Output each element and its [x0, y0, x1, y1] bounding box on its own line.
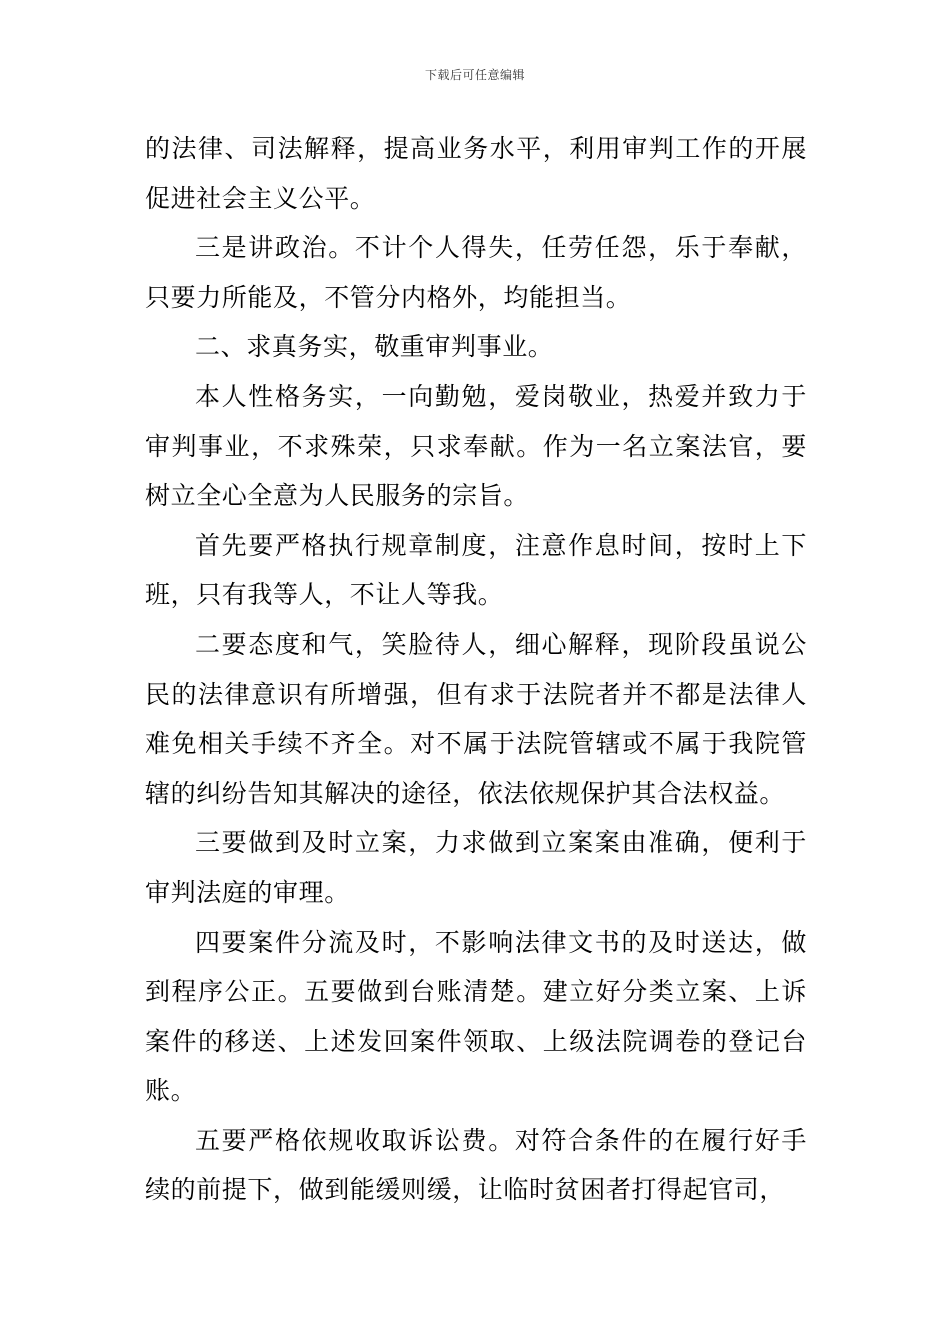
section-heading: 二、求真务实，敬重审判事业。 — [195, 332, 554, 362]
paragraph-1: 的法律、司法解释，提高业务水平，利用审判工作的开展促进社会主义公平。 — [145, 134, 807, 213]
paragraph-5: 二要态度和气，笑脸待人，细心解释，现阶段虽说公民的法律意识有所增强，但有求于法院者并不都是法律人难免相关手续不齐全。对不属于法院管辖或不属于我院管辖的纠纷告知其解决的途径，依法依规保护其合法权益。 — [145, 629, 807, 808]
page-header: 下载后可任意编辑 — [424, 68, 525, 82]
paragraph-7: 四要案件分流及时，不影响法律文书的及时送达，做到程序公正。五要做到台账清楚。建立好分类立案、上诉案件的移送、上述发回案件领取、上级法院调卷的登记台账。 — [145, 927, 807, 1106]
paragraph-4: 首先要严格执行规章制度，注意作息时间，按时上下班，只有我等人，不让人等我。 — [145, 530, 807, 610]
paragraph-2: 三是讲政治。不计个人得失，任劳任怨，乐于奉献，只要力所能及，不管分内格外，均能担当。 — [145, 233, 807, 312]
paragraph-3: 本人性格务实，一向勤勉，爱岗敬业，热爱并致力于审判事业，不求殊荣，只求奉献。作为一名立案法官，要树立全心全意为人民服务的宗旨。 — [145, 381, 807, 511]
body-text — [145, 124, 807, 1215]
paragraph-8: 五要严格依规收取诉讼费。对符合条件的在履行好手续的前提下，做到能缓则缓，让临时贫困者打得起官司， — [145, 1125, 807, 1205]
paragraph-6: 三要做到及时立案，力求做到立案案由准确，便利于审判法庭的审理。 — [145, 828, 807, 907]
